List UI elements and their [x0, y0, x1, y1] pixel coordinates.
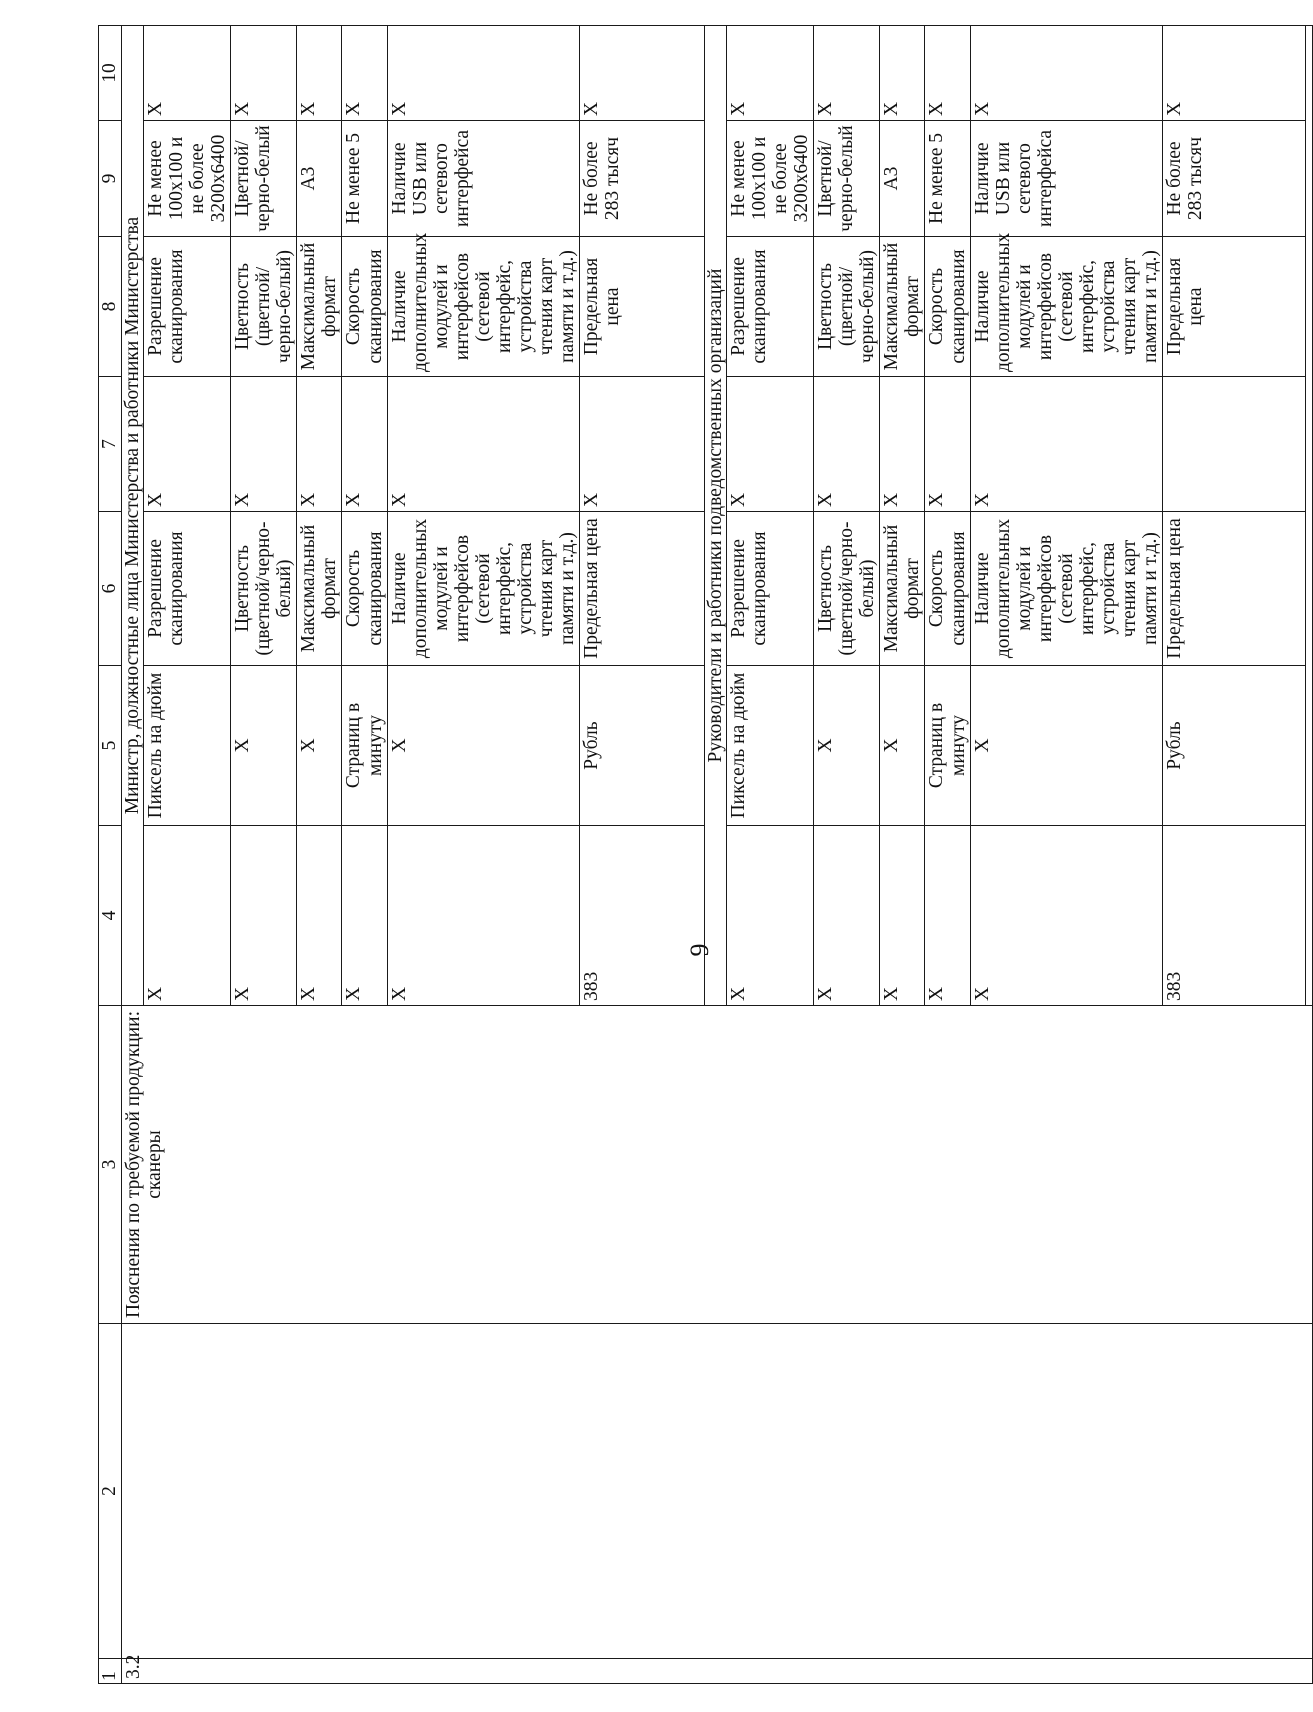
cell-c5: X: [970, 666, 1162, 826]
cell-c10: X: [880, 26, 925, 121]
cell-c10: X: [231, 26, 297, 121]
cell-c9: Не менее 5: [925, 121, 970, 237]
column-header-5: 5: [99, 666, 122, 826]
cell-c10: X: [970, 26, 1162, 121]
cell-c5: X: [387, 666, 579, 826]
cell-c7: X: [297, 377, 342, 512]
cell-c6: Максимальный формат: [880, 512, 925, 666]
cell-c8: Разрешение сканирования: [144, 237, 231, 377]
cell-c10: X: [387, 26, 579, 121]
cell-c10: X: [814, 26, 880, 121]
cell-c9: Не более 283 тысяч: [579, 121, 704, 237]
cell-c9: Цветной/черно-белый: [814, 121, 880, 237]
table-body: [99, 26, 1313, 1684]
cell-c5: Пиксель на дюйм: [144, 666, 231, 826]
section-title-row: [122, 26, 144, 1684]
cell-c9: Наличие USB или сетевого интерфейса: [970, 121, 1162, 237]
cell-c8: Цветность (цветной/черно-белый): [814, 237, 880, 377]
column-header-10: 10: [99, 26, 122, 121]
cell-c10: X: [1162, 26, 1305, 121]
cell-c8: Наличие дополнительных модулей и интерфейсов (сетевой интерфейс, устройства чтения карт памяти и т.д.): [387, 237, 579, 377]
product-explanation: Пояснения по требуемой продукции: сканеры: [122, 1006, 1313, 1324]
cell-c8: Наличие дополнительных модулей и интерфейсов (сетевой интерфейс, устройства чтения карт памяти и т.д.): [970, 237, 1162, 377]
cell-c10: X: [579, 26, 704, 121]
cell-c7: X: [814, 377, 880, 512]
column-header-6: 6: [99, 512, 122, 666]
cell-c8: Скорость сканирования: [342, 237, 387, 377]
cell-c7: X: [231, 377, 297, 512]
cell-c4: X: [144, 826, 231, 1006]
cell-c4: 383: [1162, 826, 1305, 1006]
cell-c5: X: [231, 666, 297, 826]
requirements-table: [98, 25, 1313, 1684]
cell-c7: X: [387, 377, 579, 512]
column-2-cell: [122, 1324, 1313, 1659]
cell-c6: Разрешение сканирования: [144, 512, 231, 666]
cell-c4: X: [231, 826, 297, 1006]
section-title: Руководители и работники подведомственных организаций: [704, 26, 726, 1006]
row-number: 3.2: [122, 1659, 1313, 1684]
rotated-table-container: [98, 26, 1207, 1684]
empty-cell: [1305, 26, 1312, 1006]
cell-c8: Максимальный формат: [880, 237, 925, 377]
cell-c8: Разрешение сканирования: [727, 237, 814, 377]
cell-c4: X: [880, 826, 925, 1006]
cell-c7: X: [342, 377, 387, 512]
cell-c4: X: [970, 826, 1162, 1006]
cell-c4: 383: [579, 826, 704, 1006]
cell-c9: Не менее 100x100 и не более 3200x6400: [727, 121, 814, 237]
cell-c7: X: [144, 377, 231, 512]
cell-c8: Предельная цена: [579, 237, 704, 377]
cell-c5: Рубль: [579, 666, 704, 826]
cell-c10: X: [297, 26, 342, 121]
cell-c6: Наличие дополнительных модулей и интерфейсов (сетевой интерфейс, устройства чтения карт памяти и т.д.): [387, 512, 579, 666]
cell-c9: Не менее 100x100 и не более 3200x6400: [144, 121, 231, 237]
column-header-1: 1: [99, 1659, 122, 1684]
cell-c10: X: [144, 26, 231, 121]
column-header-7: 7: [99, 377, 122, 512]
column-header-2: 2: [99, 1324, 122, 1659]
column-header-8: 8: [99, 237, 122, 377]
cell-c9: Цветной/черно-белый: [231, 121, 297, 237]
cell-c10: X: [342, 26, 387, 121]
cell-c4: X: [727, 826, 814, 1006]
cell-c5: Рубль: [1162, 666, 1305, 826]
cell-c7: X: [970, 377, 1162, 512]
column-header-9: 9: [99, 121, 122, 237]
cell-c7: X: [880, 377, 925, 512]
cell-c6: Цветность (цветной/черно-белый): [231, 512, 297, 666]
cell-c7: [1162, 377, 1305, 512]
cell-c8: Цветность (цветной/черно-белый): [231, 237, 297, 377]
cell-c9: Не менее 5: [342, 121, 387, 237]
table-viewport: [98, 26, 1207, 1684]
column-number-row: [99, 26, 122, 1684]
column-header-3: 3: [99, 1006, 122, 1324]
cell-c9: Не более 283 тысяч: [1162, 121, 1305, 237]
cell-c6: Разрешение сканирования: [727, 512, 814, 666]
cell-c6: Максимальный формат: [297, 512, 342, 666]
cell-c7: X: [727, 377, 814, 512]
cell-c4: X: [387, 826, 579, 1006]
cell-c4: X: [814, 826, 880, 1006]
cell-c6: Скорость сканирования: [342, 512, 387, 666]
cell-c10: X: [727, 26, 814, 121]
cell-c4: X: [925, 826, 970, 1006]
cell-c6: Предельная цена: [1162, 512, 1305, 666]
cell-c5: X: [880, 666, 925, 826]
cell-c7: X: [579, 377, 704, 512]
cell-c9: Наличие USB или сетевого интерфейса: [387, 121, 579, 237]
cell-c8: Предельная цена: [1162, 237, 1305, 377]
cell-c8: Максимальный формат: [297, 237, 342, 377]
cell-c6: Предельная цена: [579, 512, 704, 666]
section-title: Министр, должностные лица Министерства и работники Министерства: [122, 26, 144, 1006]
cell-c6: Скорость сканирования: [925, 512, 970, 666]
cell-c6: Цветность (цветной/черно-белый): [814, 512, 880, 666]
cell-c6: Наличие дополнительных модулей и интерфейсов (сетевой интерфейс, устройства чтения карт памяти и т.д.): [970, 512, 1162, 666]
cell-c4: X: [342, 826, 387, 1006]
column-header-4: 4: [99, 826, 122, 1006]
cell-c5: Страниц в минуту: [342, 666, 387, 826]
cell-c5: X: [297, 666, 342, 826]
cell-c5: Пиксель на дюйм: [727, 666, 814, 826]
cell-c5: X: [814, 666, 880, 826]
cell-c9: A3: [297, 121, 342, 237]
page-number: 9: [685, 943, 714, 957]
cell-c4: X: [297, 826, 342, 1006]
cell-c8: Скорость сканирования: [925, 237, 970, 377]
cell-c7: X: [925, 377, 970, 512]
cell-c9: A3: [880, 121, 925, 237]
cell-c10: X: [925, 26, 970, 121]
cell-c5: Страниц в минуту: [925, 666, 970, 826]
